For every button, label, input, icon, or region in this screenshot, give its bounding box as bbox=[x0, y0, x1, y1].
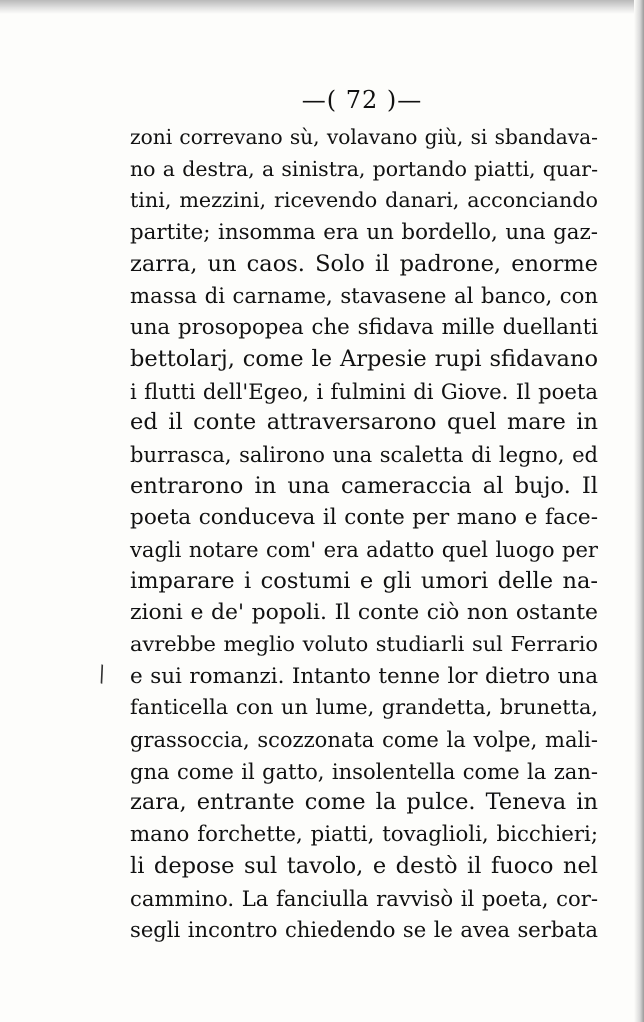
text-line: massa di carname, stavasene al banco, con bbox=[130, 283, 598, 309]
text-line: una prosopopea che sfidava mille duellanti bbox=[130, 315, 598, 341]
text-line: segli incontro chiedendo se le avea serbata bbox=[130, 917, 598, 943]
text-line: grassoccia, scozzonata come la volpe, mali- bbox=[130, 727, 598, 753]
text-line: li depose sul tavolo, e destò il fuoco nel bbox=[130, 852, 598, 879]
text-line: i flutti dell'Egeo, i fulmini di Giove. Il poeta bbox=[130, 378, 598, 404]
margin-mark: \ bbox=[93, 661, 110, 688]
page-binding-edge bbox=[634, 0, 644, 1022]
text-line: zioni e de' popoli. Il conte ciò non ostante bbox=[130, 600, 598, 626]
text-line: partite; insomma era un bordello, una gaz- bbox=[130, 220, 598, 246]
text-line: avrebbe meglio voluto studiarli sul Ferrario bbox=[130, 632, 598, 656]
text-line: entrarono in una cameraccia al bujo. Il bbox=[130, 472, 598, 499]
text-line: bettolarj, come le Arpesie rupi sfidavano bbox=[130, 345, 598, 372]
text-line: cammino. La fanciulla ravvisò il poeta, cor- bbox=[130, 885, 598, 911]
text-line: gna come il gatto, insolentella come la zan- bbox=[130, 758, 598, 784]
page-top-shadow bbox=[0, 0, 644, 14]
text-line: fanticella con un lume, grandetta, brunetta, bbox=[130, 695, 598, 720]
text-line: imparare i costumi e gli umori delle na- bbox=[130, 567, 598, 594]
text-line: zara, entrante come la pulce. Teneva in bbox=[130, 789, 598, 816]
text-line: burrasca, salirono una scaletta di legno, ed bbox=[130, 441, 598, 467]
text-line: vagli notare com' era adatto quel luogo per bbox=[130, 536, 598, 562]
text-line: no a destra, a sinistra, portando piatti, quar- bbox=[130, 156, 598, 181]
text-line: zoni correvano sù, volavano giù, si sbandava- bbox=[130, 125, 598, 149]
page-number: —( 72 )— bbox=[301, 86, 423, 114]
text-line: mano forchette, piatti, tovaglioli, bicchieri; bbox=[130, 822, 598, 848]
text-line: tini, mezzini, ricevendo danari, acconciando bbox=[130, 188, 598, 213]
body-text bbox=[130, 122, 598, 946]
text-line: zarra, un caos. Solo il padrone, enorme bbox=[130, 250, 598, 277]
text-line: e sui romanzi. Intanto tenne lor dietro una bbox=[130, 663, 598, 689]
text-line: poeta conduceva il conte per mano e face- bbox=[130, 505, 598, 531]
text-line: ed il conte attraversarono quel mare in bbox=[130, 409, 598, 436]
